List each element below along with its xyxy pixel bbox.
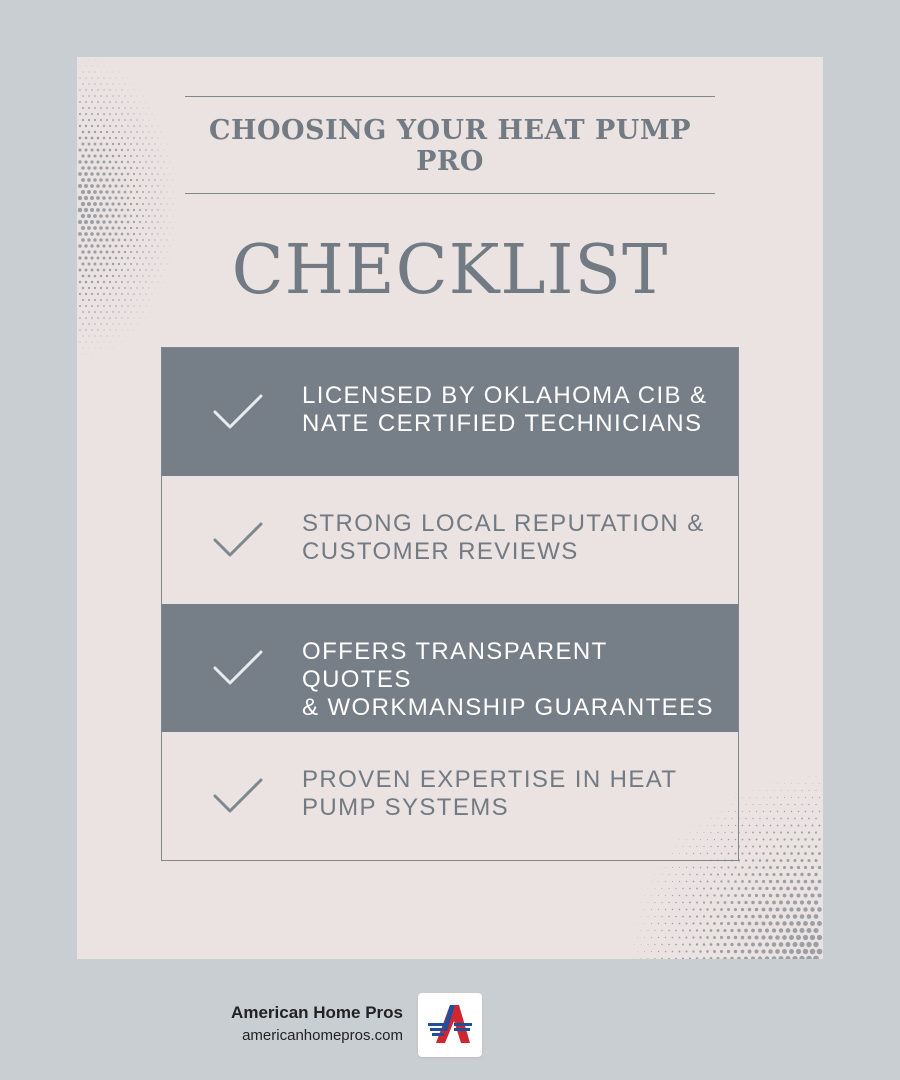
checklist-item-quotes [162,604,738,732]
halftone-pattern-top-left [77,57,197,377]
checklist-item-text: STRONG LOCAL REPUTATION & CUSTOMER REVIEWS [302,510,705,565]
header-rule-top [185,96,715,97]
page-title: CHECKLIST [231,231,669,310]
checklist [161,347,739,861]
checklist-item-text: PROVEN EXPERTISE IN HEAT PUMP SYSTEMS [302,766,678,821]
checklist-item-licensed [162,348,738,476]
brand-logo [418,993,482,1057]
checklist-item-text: OFFERS TRANSPARENT QUOTES & WORKMANSHIP GUARANTEES [302,638,714,721]
american-home-pros-logo-icon [426,1003,474,1047]
checklist-item-reputation [162,476,738,604]
brand-url: americanhomepros.com [242,1027,403,1044]
check-icon [212,776,264,816]
checklist-item-expertise [162,732,738,860]
header-rule-bottom [185,193,715,194]
check-icon [212,648,264,688]
brand-name: American Home Pros [231,1003,403,1022]
check-icon [212,392,264,432]
check-icon [212,520,264,560]
checklist-item-text: LICENSED BY OKLAHOMA CIB & NATE CERTIFIED TECHNICIANS [302,382,708,437]
eyebrow-heading: CHOOSING YOUR HEAT PUMP PRO [208,115,692,177]
brand-footer [208,992,488,1058]
checklist-card [77,57,823,959]
